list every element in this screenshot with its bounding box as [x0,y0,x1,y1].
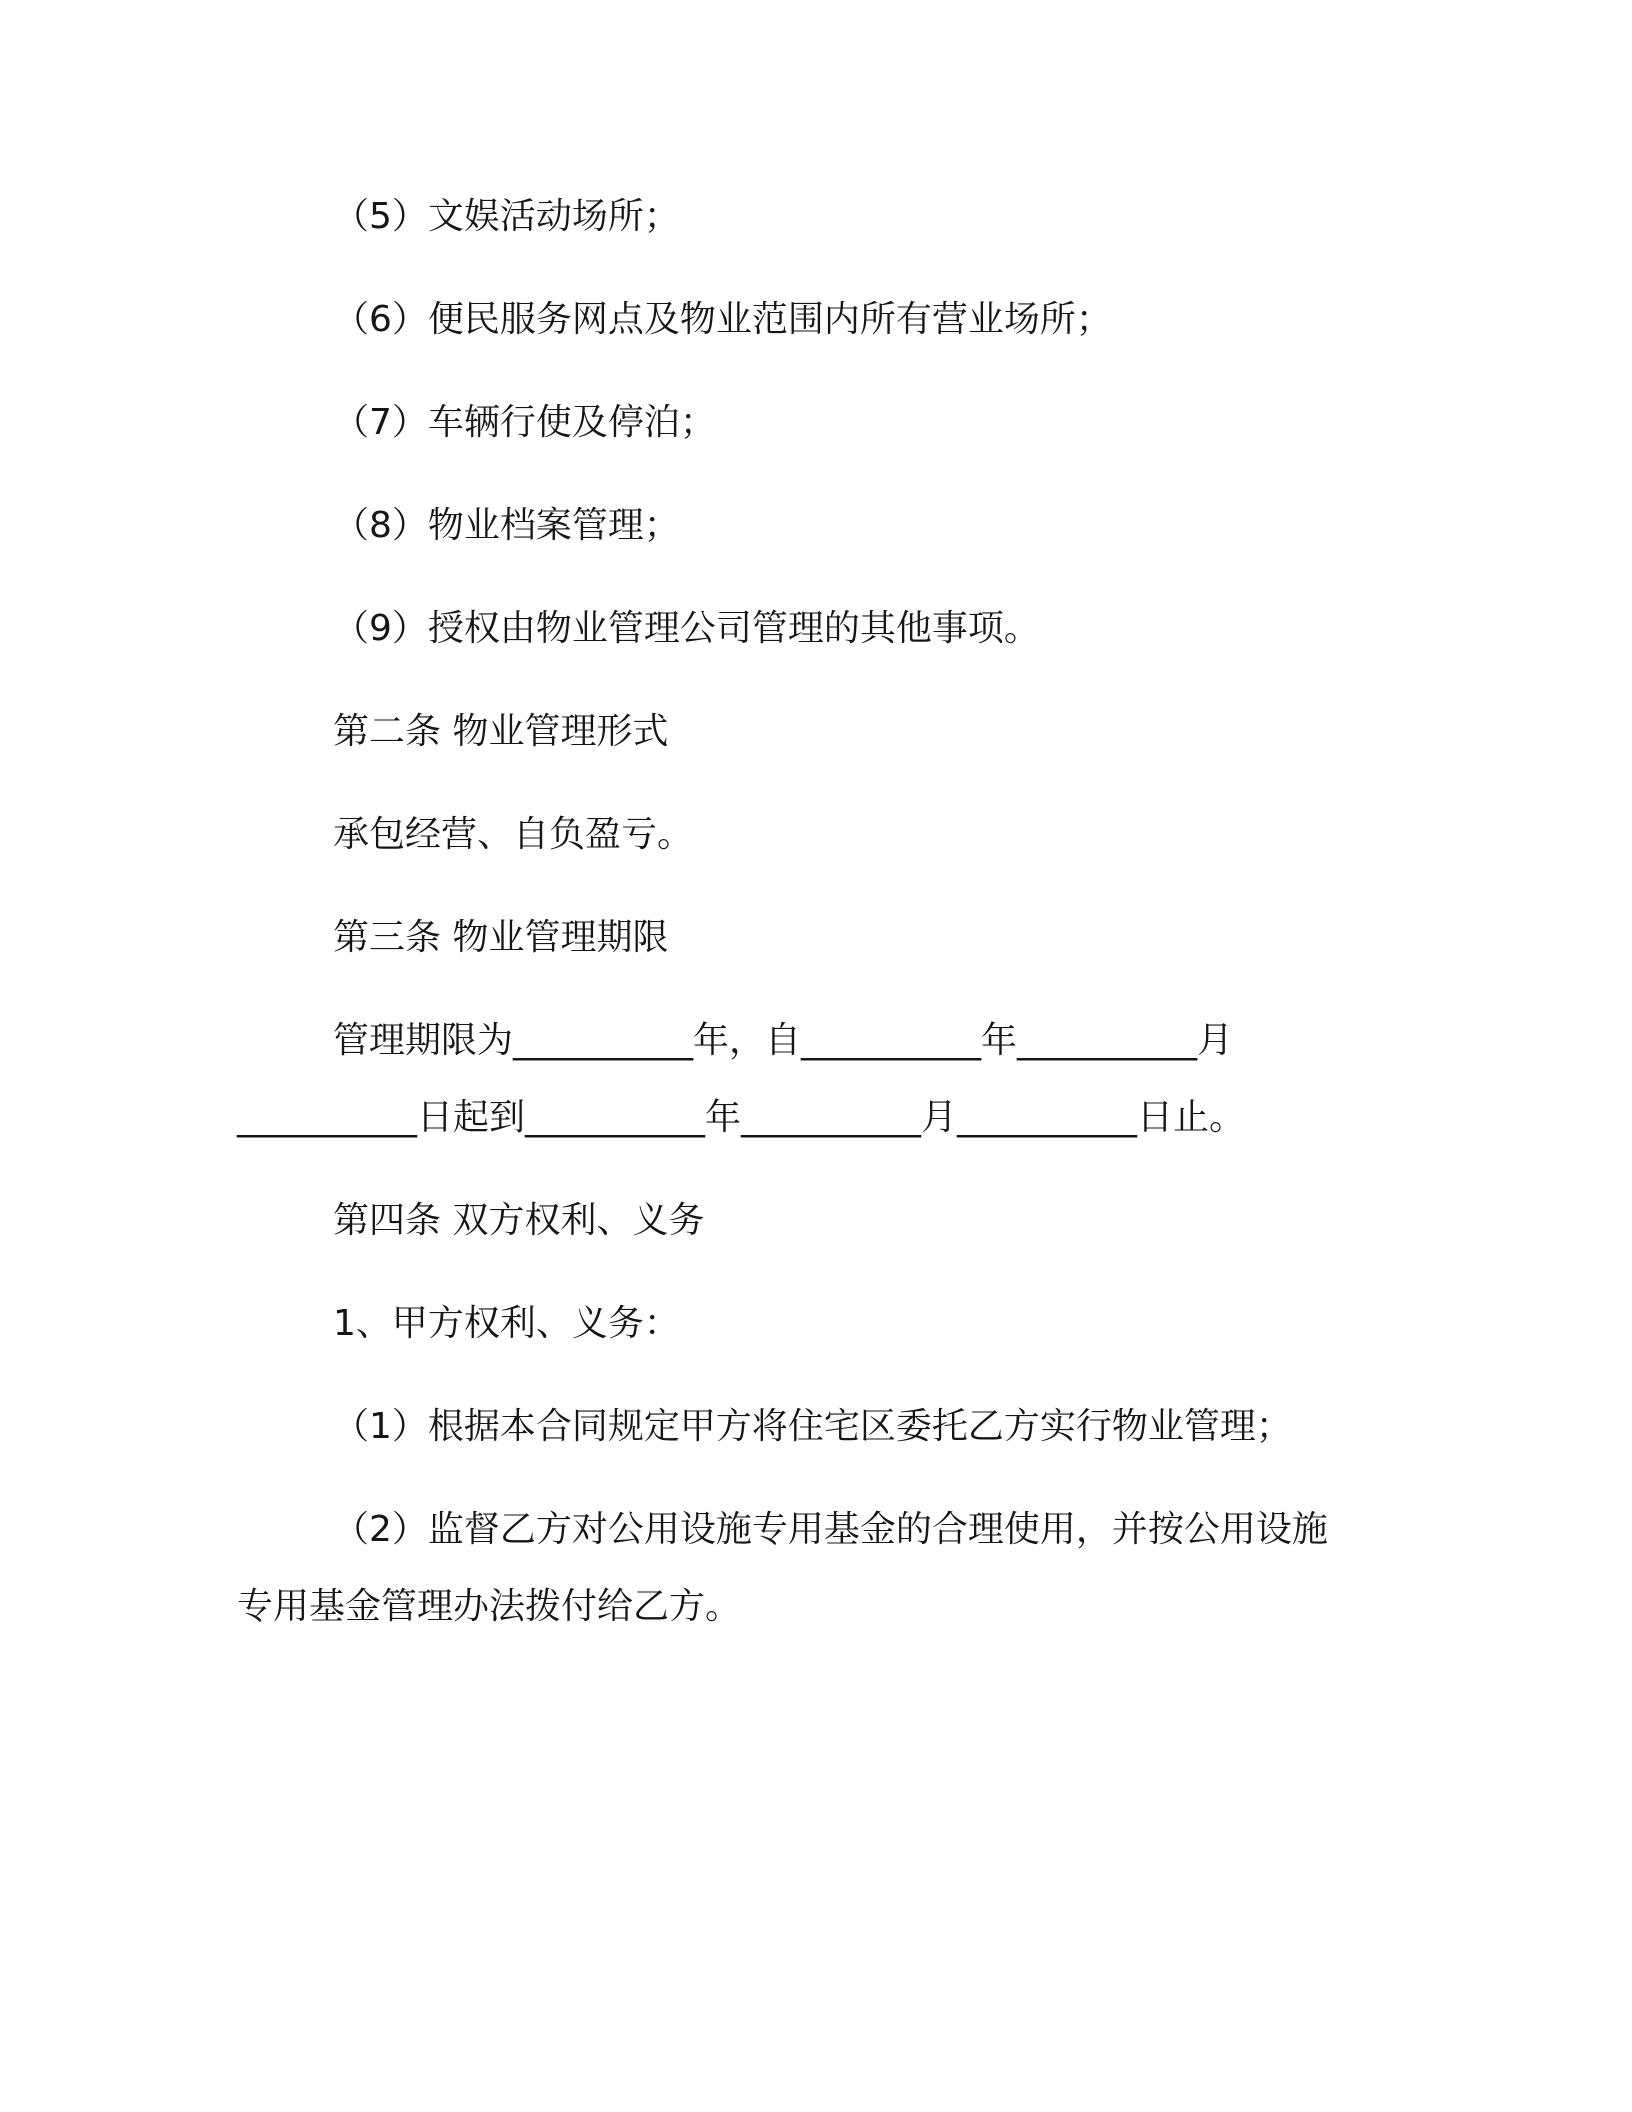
list-item-9: （9）授权由物业管理公司管理的其他事项。 [333,608,1040,649]
list-item-8: （8）物业档案管理； [333,505,680,546]
management-term-blanks: 管理期限为__________年，自__________年__________月__________日起到__________年__________月__________日止。 [237,1020,1246,1138]
article-body-2: 承包经营、自负盈亏。 [333,814,694,855]
article-heading-2: 第二条 物业管理形式 [333,711,669,752]
party-a-item-2: （2）监督乙方对公用设施专用基金的合理使用，并按公用设施专用基金管理办法拨付给乙方。 [237,1509,1328,1627]
list-item-5: （5）文娱活动场所； [333,196,680,237]
section-heading-party-a: 1、甲方权利、义务： [333,1303,680,1344]
article-heading-4: 第四条 双方权利、义务 [333,1200,705,1241]
list-item-6: （6）便民服务网点及物业范围内所有营业场所； [333,299,1112,340]
list-item-7: （7）车辆行使及停泊； [333,402,716,443]
article-heading-3: 第三条 物业管理期限 [333,917,669,958]
party-a-item-1: （1）根据本合同规定甲方将住宅区委托乙方实行物业管理； [333,1406,1292,1447]
document-body [237,178,1347,1671]
